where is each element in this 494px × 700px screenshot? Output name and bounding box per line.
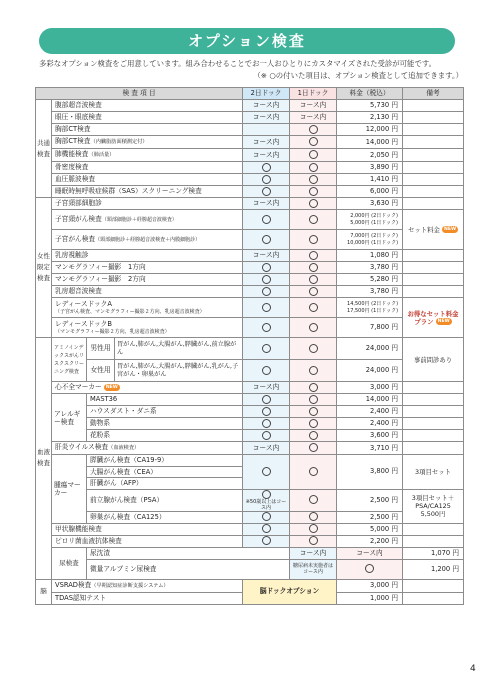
intro-text — [39, 58, 463, 82]
circle-icon — [309, 344, 318, 353]
circle-icon — [309, 383, 318, 392]
page-title: オプション検査 — [39, 28, 455, 54]
circle-icon — [262, 431, 271, 440]
circle-icon — [262, 395, 271, 404]
circle-icon — [309, 251, 318, 260]
circle-icon — [309, 275, 318, 284]
circle-icon — [309, 137, 318, 146]
ladies-plan-note: お得なセット料金プラン NEW — [403, 298, 464, 338]
circle-icon — [309, 215, 318, 224]
header-remarks: 備考 — [403, 88, 464, 100]
allergy-label: アレルギー検査 — [52, 394, 87, 442]
circle-icon — [262, 419, 271, 428]
table-row: レディースドックB （マンモグラフィー撮影２方向、乳房超音波検査） 7,800 円 — [36, 318, 464, 338]
tumor-marker-label: 腫瘍マーカー — [52, 455, 87, 524]
table-header — [36, 88, 464, 100]
table-row: 胸部CT検査 12,000 円 — [36, 124, 464, 136]
header-2day: 2日ドック — [243, 88, 290, 100]
circle-icon — [309, 287, 318, 296]
circle-icon — [262, 366, 271, 375]
table-row: 卵巣がん検査（CA125） 2,500 円 — [36, 511, 464, 523]
table-row: 腫瘍マーカー 膵臓がん検査（CA19-9） 大腸がん検査（CEA） 肝臓がん（AFP） 3,800 円 3項目セット — [36, 455, 464, 490]
table-row: 乳房超音波検査 3,780 円 — [36, 286, 464, 298]
circle-icon — [309, 125, 318, 134]
set-price-note: セット料金 NEW — [403, 210, 464, 250]
header-price: 料金（税込） — [337, 88, 403, 100]
table-row: 微量アルブミン尿検査 糖尿病未実施者はコース内 1,200 円 — [36, 559, 464, 579]
table-row: 共通検査 腹部超音波検査 コース内 コース内 5,730 円 — [36, 100, 464, 112]
circle-icon — [309, 150, 318, 159]
table-row: 血圧脈波検査 1,410 円 — [36, 174, 464, 186]
circle-icon — [262, 524, 271, 533]
circle-icon — [309, 323, 318, 332]
circle-icon — [262, 215, 271, 224]
circle-icon — [262, 163, 271, 172]
circle-icon — [309, 235, 318, 244]
circle-icon — [309, 443, 318, 452]
circle-icon — [309, 536, 318, 545]
circle-icon — [309, 512, 318, 521]
circle-icon — [262, 490, 271, 499]
header-item: 検 査 項 目 — [36, 88, 243, 100]
circle-icon — [309, 303, 318, 312]
table-row: 花粉系 3,600 円 — [36, 430, 464, 442]
header-1day: 1日ドック — [290, 88, 337, 100]
table-row: レディースドックA （子宮がん検査、マンモグラフィー撮影２方向、乳房超音波検査） 14,500円 (2日ドック) 17,500円 (1日ドック) お得なセット料金プラン NEW — [36, 298, 464, 318]
new-badge: NEW — [443, 227, 457, 232]
circle-icon — [309, 467, 318, 476]
table-row: 肝炎ウイルス検査（血液検査） コース内 3,710 円 — [36, 442, 464, 455]
table-row: 女性用 胃がん,肺がん,大腸がん,膵臓がん,乳がん,子宮がん・卵巣がん 24,000 円 — [36, 360, 464, 382]
table-row: マンモグラフィー撮影 1方向 3,780 円 — [36, 262, 464, 274]
circle-icon — [262, 344, 271, 353]
table-row: 子宮頸がん検査（頸部細胞診＋経膣超音波検査） 2,000円 (2日ドック) 5,000円 (1日ドック) セット料金 NEW — [36, 210, 464, 230]
circle-icon — [309, 366, 318, 375]
table-row: ピロリ菌血液抗体検査 2,200 円 — [36, 535, 464, 547]
table-row: 乳房視触診 コース内 1,080 円 — [36, 250, 464, 262]
group-blood: 血液検査 — [36, 338, 52, 580]
circle-icon — [262, 263, 271, 272]
table-row: 子宮がん検査（頸部細胞診＋経膣超音波検査＋内膜細胞診） 7,000円 (2日ドック) 10,000円 (1日ドック) — [36, 230, 464, 250]
table-row: 甲状腺機能検査 5,000 円 — [36, 523, 464, 535]
circle-icon — [262, 303, 271, 312]
table-row: 眼圧・眼底検査 コース内 コース内 2,130 円 — [36, 112, 464, 124]
not-available — [243, 124, 290, 136]
circle-icon — [309, 263, 318, 272]
circle-icon — [309, 495, 318, 504]
circle-icon — [309, 175, 318, 184]
table-row: 胸部CT検査（内臓脂肪面積測定付） コース内 14,000 円 — [36, 136, 464, 149]
table-row: 血液検査 アミノインデックスがんリスクスクリーニング検査 男性用 胃がん,肺がん,大腸がん,膵臓がん,前立腺がん 24,000 円 事前問診あり — [36, 338, 464, 360]
circle-icon — [262, 407, 271, 416]
circle-icon — [309, 407, 318, 416]
circle-icon — [262, 175, 271, 184]
circle-icon — [262, 287, 271, 296]
group-female: 女性限定検査 — [36, 198, 52, 338]
option-note: （※ ○の付いた項目は、オプション検査として追加できます。） — [253, 71, 463, 80]
new-badge: NEW — [437, 319, 450, 324]
circle-icon — [309, 431, 318, 440]
table-row: 動物系 2,400 円 — [36, 418, 464, 430]
circle-icon — [309, 419, 318, 428]
table-row: 前立腺がん検査（PSA） ※50歳以上はコース内 2,500 円 3項目セット＋PSA/CA125 5,500円 — [36, 489, 464, 511]
group-brain: 脳 — [36, 579, 52, 604]
circle-icon — [365, 564, 374, 573]
table-row: ハウスダスト・ダニ系 2,400 円 — [36, 406, 464, 418]
new-badge: NEW — [105, 384, 118, 390]
circle-icon — [262, 467, 271, 476]
table-row: TDAS認知テスト 1,000 円 — [36, 592, 464, 604]
circle-icon — [309, 199, 318, 208]
circle-icon — [309, 395, 318, 404]
table-row: 骨密度検査 3,890 円 — [36, 162, 464, 174]
circle-icon — [262, 536, 271, 545]
circle-icon — [309, 163, 318, 172]
amino-index-label: アミノインデックスがんリスクスクリーニング検査 — [52, 338, 87, 382]
table-row: 肺機能検査（肺活量） コース内 2,050 円 — [36, 149, 464, 162]
intro-sentence: 多彩なオプション検査をご用意しています。組み合わせることでお一人おひとりにカスタマイズされた受診が可能です。 — [39, 59, 437, 68]
brain-dock-option: 脳ドックオプション — [243, 579, 337, 604]
circle-icon — [262, 187, 271, 196]
circle-icon — [262, 275, 271, 284]
option-table — [35, 87, 464, 605]
circle-icon — [309, 524, 318, 533]
table-row: 睡眠時無呼吸症候群（SAS）スクリーニング検査 6,000 円 — [36, 186, 464, 198]
group-common: 共通検査 — [36, 100, 52, 198]
circle-icon — [262, 235, 271, 244]
table-row: アレルギー検査 MAST36 14,000 円 — [36, 394, 464, 406]
circle-icon — [262, 512, 271, 521]
circle-icon — [262, 323, 271, 332]
table-row: 心不全マーカー NEW コース内 3,000 円 — [36, 382, 464, 394]
circle-icon — [309, 187, 318, 196]
table-row: マンモグラフィー撮影 2方向 5,280 円 — [36, 274, 464, 286]
table-row: 尿検査 尿沈渣 コース内 コース内 1,070 円 — [36, 547, 464, 559]
table-row: 女性限定検査 子宮頸部細胞診 コース内 3,630 円 — [36, 198, 464, 210]
page-number: 4 — [470, 664, 476, 674]
table-row: 脳 VSRAD検査（早期認知症診断支援システム） 脳ドックオプション 3,000 円 — [36, 579, 464, 592]
group-urine: 尿検査 — [52, 547, 87, 579]
